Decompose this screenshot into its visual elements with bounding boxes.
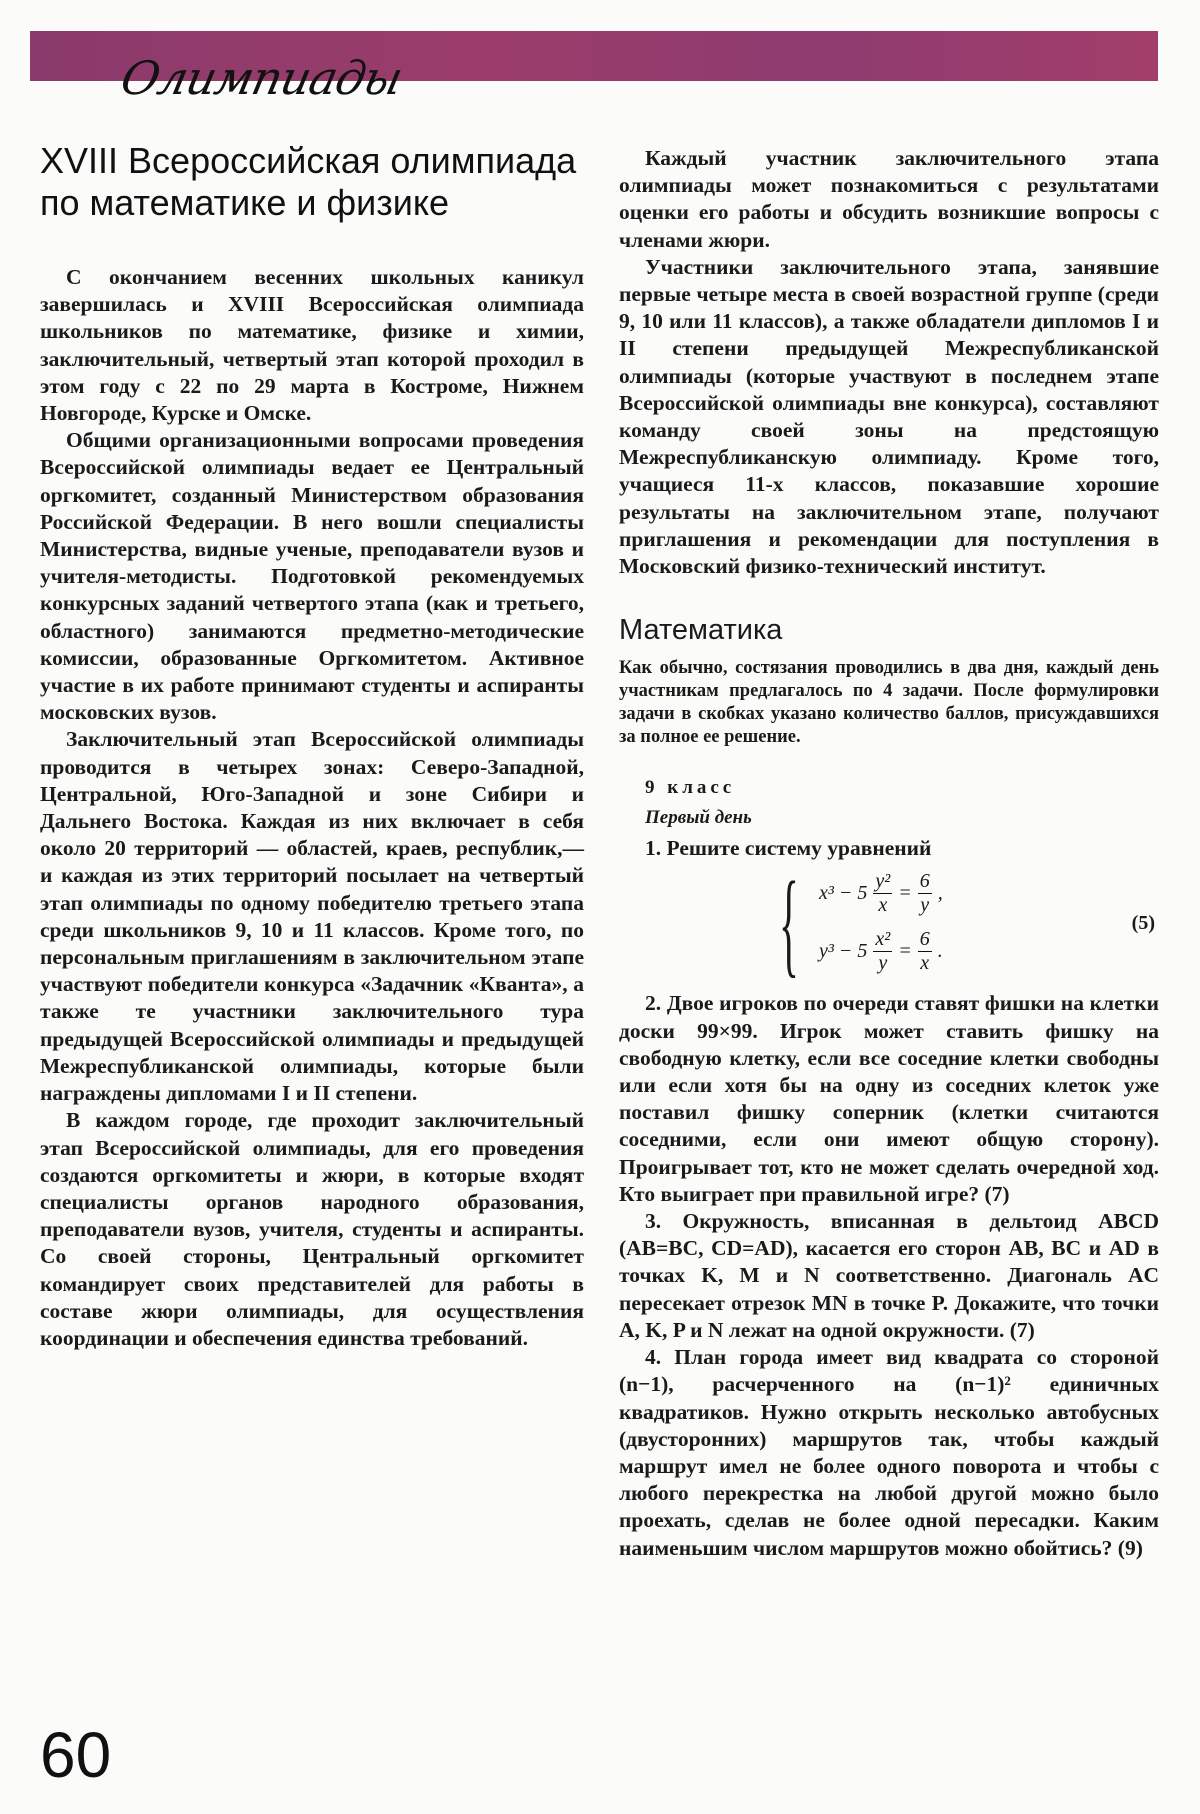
fraction [873,928,892,975]
paragraph: Каждый участник заключительного этапа олимпиады может познакомиться с результатами оценки его работы и обсудить возникшие вопросы с членами жюри. [619,146,1159,252]
denominator: x [878,894,888,917]
denominator: y [920,894,930,917]
section-banner [30,31,1158,105]
punct: . [937,940,943,963]
section-heading-math: Математика [619,614,783,647]
paragraph: Общими организационными вопросами проведения Всероссийской олимпиады ведает ее Центральный оргкомитет, созданный Министерством образования Российской Федерации. В него вошли специалисты Министерства, видные ученые, преподаватели вузов и учителя-методисты. Подготовкой рекомендуемых конкурсных заданий четвертого этапа (как и третьего, областного) занимаются предметно-методические комиссии, образованные Оргкомитетом. Активное участие в их работе принимают студенты и аспиранты московских вузов. [40,428,584,725]
numerator: 6 [919,870,930,893]
paragraph: Участники заключительного этапа, занявшие первые четыре места в своей возрастной группе (среди 9, 10 или 11 классов), а также обладатели дипломов I и II степени предыдущей Межреспубликанской олимпиады (которые участвуют в последнем этапе Всероссийской олимпиады вне конкурса), составляют команду своей зоны на предстоящую Межреспубликанскую олимпиаду. Кроме того, учащиеся 11-х классов, показавшие хорошие результаты на заключительном этапе, получают приглашения и рекомендации для поступления в Московский физико-технический институт. [619,254,1159,579]
grade-label: 9 класс [645,777,736,799]
right-column [619,145,1159,1562]
eq-lhs: y³ − 5 [819,940,868,963]
punct: , [937,882,943,905]
problem-4: 4. План города имеет вид квадрата со стороной (n−1), расчерченного на (n−1)² единичных квадратиков. Нужно открыть несколько автобусных (двусторонних) маршрутов так, чтобы каждый маршрут имел не более одного поворота и чтобы с любого перекрестка на любой другой можно было проехать, сделав не более одной пересадки. Каким наименьшим числом маршрутов можно обойтись? (9) [619,1345,1159,1560]
equals: = [898,940,912,963]
fraction [873,870,892,917]
equation-system [619,857,1159,989]
denominator: y [878,952,888,975]
paragraph: Заключительный этап Всероссийской олимпиады проводится в четырех зонах: Северо-Западной, Центральной, Юго-Западной и зоне Сибири и Дальнего Востока. Каждая из них включает в себя около 20 территорий — областей, краев, республик,— и каждая из этих территорий посылает на четвертый этап олимпиады по одному победителю третьего этапа среди школьников 9, 10 и 11 классов. Кроме того, по персональным приглашениям в заключительном этапе участвуют победители конкурса «Задачник «Кванта», а также те участники заключительного тура предыдущей Всероссийской олимпиады и предыдущей Межреспубликанской олимпиады, которые были награждены дипломами I и II степени. [40,727,584,1106]
problem-1: 1. Решите систему уравнений [645,836,932,861]
equals: = [898,882,912,905]
fraction [918,870,932,917]
math-intro: Как обычно, состязания проводились в два дня, каждый день участникам предлагалось по 4 задачи. После формулировки задачи в скобках указано количество баллов, присуждавшихся за полное ее решение. [619,658,1159,748]
numerator: 6 [919,928,930,951]
equation-1 [819,870,943,917]
problem-3: 3. Окружность, вписанная в дельтоид ABCD (AB=BC, CD=AD), касается его сторон AB, BC и AD в точках K, M и N соответственно. Диагональ AC пересекает отрезок MN в точке P. Докажите, что точки A, K, P и N лежат на одной окружности. (7) [619,1209,1159,1342]
brace: { [779,857,799,989]
eq-lhs: x³ − 5 [819,882,868,905]
numerator: y² [875,870,891,893]
points-label: (5) [1131,912,1155,935]
numerator: x² [875,928,891,951]
paragraph: В каждом городе, где проходит заключительный этап Всероссийской олимпиады, для его проведения создаются оргкомитеты и жюри, в которые входят специалисты органов народного образования, преподаватели вузов, учителя, студенты и аспиранты. Со своей стороны, Центральный оргкомитет командирует своих представителей для работы в составе жюри олимпиады, для осуществления координации и обеспечения единства требований. [40,1108,584,1350]
left-column [40,140,584,1352]
fraction [918,928,932,975]
equation-2 [819,928,943,975]
day-label: Первый день [645,807,752,829]
section-banner-title: Олимпиады [116,51,407,105]
paragraph: С окончанием весенних школьных каникул завершилась и XVIII Всероссийская олимпиада школьников по математике, физике и химии, заключительный, четвертый этап которой проходил в этом году с 22 по 29 марта в Костроме, Нижнем Новгороде, Курске и Омске. [40,265,584,426]
article-title: XVIII Всероссийская олимпиада по математике и физике [40,140,577,223]
page-number: 60 [40,1719,112,1791]
denominator: x [920,952,930,975]
problem-2: 2. Двое игроков по очереди ставят фишки на клетки доски 99×99. Игрок может ставить фишку на свободную клетку, если все соседние клетки свободны или если хотя бы на одну из соседних клеток уже поставил фишку соперник (клетки считаются соседними, если они имеют общую сторону). Проигрывает тот, кто не может сделать очередной ход. Кто выиграет при правильной игре? (7) [619,991,1159,1206]
